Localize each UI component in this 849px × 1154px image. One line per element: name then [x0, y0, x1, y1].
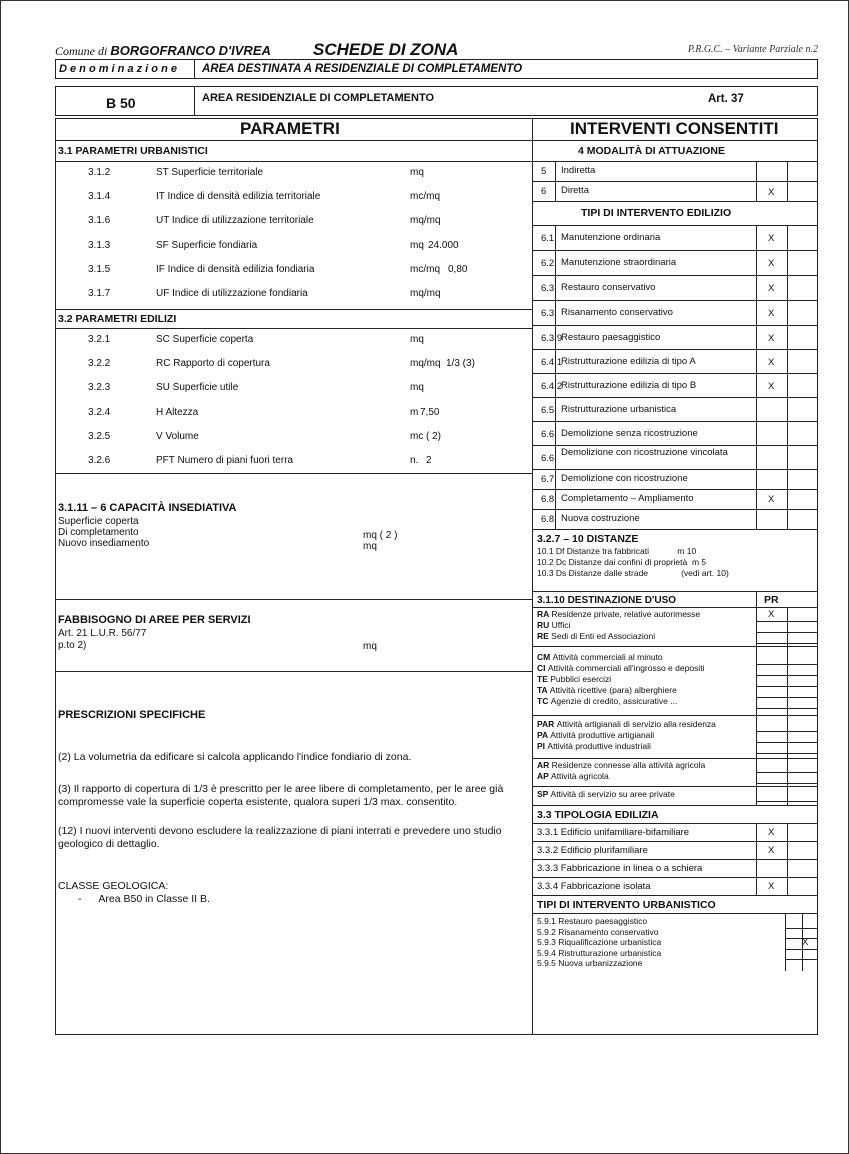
- fab-line: p.to 2): [58, 640, 87, 651]
- param-unit: mc/mq: [410, 263, 440, 275]
- divider: [533, 161, 818, 162]
- divider: [533, 913, 818, 914]
- divider: [533, 823, 818, 824]
- divider: [533, 529, 818, 530]
- divider: [533, 715, 818, 716]
- row-description: Restauro paesaggistico: [561, 332, 661, 343]
- divider: [533, 646, 818, 647]
- divider: [756, 161, 757, 201]
- divider: [55, 599, 533, 600]
- divider: [533, 421, 818, 422]
- divider: [787, 225, 788, 529]
- check-mark: X: [768, 357, 775, 368]
- param-description: UF Indice di utilizzazione fondiaria: [156, 288, 308, 299]
- variant-label: P.R.G.C. – Variante Parziale n.2: [687, 44, 818, 55]
- param-description: SU Superficie utile: [156, 382, 239, 394]
- row-number: 6.7: [541, 474, 555, 485]
- dist-line: 10.1 Df Distanze tra fabbricati m 10: [537, 546, 697, 556]
- uso-pr-label: PR: [764, 594, 779, 606]
- presc-line: compromesse vale la superficie coperta esistente, qualora superi 1/3 max. consentito.: [58, 796, 458, 808]
- check-mark: X: [802, 937, 809, 948]
- param-value: 0,80: [448, 263, 468, 275]
- divider: [802, 913, 803, 971]
- check-mark: X: [768, 187, 775, 198]
- zone-name: AREA RESIDENZIALE DI COMPLETAMENTO: [202, 92, 435, 104]
- row-description: Manutenzione ordinaria: [561, 232, 661, 243]
- row-description: Demolizione con ricostruzione vincolata: [561, 447, 728, 458]
- mod-title: 4 MODALITÀ DI ATTUAZIONE: [578, 145, 725, 157]
- row-description: Risanamento conservativo: [561, 307, 673, 318]
- row-description: Demolizione con ricostruzione: [561, 473, 688, 484]
- check-mark: X: [768, 609, 775, 620]
- param-value: 24.000: [428, 239, 459, 251]
- divider: [55, 309, 533, 310]
- row-description: Diretta: [561, 185, 589, 196]
- check-mark: X: [768, 845, 775, 856]
- param-unit: mq/mq: [410, 288, 441, 299]
- divider: [533, 895, 818, 896]
- fab-title: FABBISOGNO DI AREE PER SERVIZI: [58, 614, 251, 626]
- param-number: 3.1.7: [88, 288, 111, 299]
- edi-title: 3.2 PARAMETRI EDILIZI: [58, 313, 177, 325]
- check-mark: X: [768, 381, 775, 392]
- row-description: Manutenzione straordinaria: [561, 257, 677, 268]
- param-number: 3.1.2: [88, 167, 111, 178]
- divider: [533, 181, 818, 182]
- presc-line: (3) Il rapporto di copertura di 1/3 è prescritto per le aree libere di completamento, per le aree già: [58, 783, 504, 795]
- zone-code: B 50: [106, 95, 136, 111]
- cap-title: 3.1.11 – 6 CAPACITÀ INSEDIATIVA: [58, 502, 237, 514]
- presc-line: (12) I nuovi interventi devono escludere la realizzazione di piani interrati e prevedere uno studio: [58, 825, 502, 837]
- divider: [55, 328, 533, 329]
- param-unit: mq/mq: [410, 215, 441, 227]
- classe-title: CLASSE GEOLOGICA:: [58, 880, 169, 892]
- cap-unit: mq: [363, 541, 377, 552]
- check-mark: X: [768, 308, 775, 319]
- uso-line: RU Uffici: [537, 620, 571, 630]
- urbanistico-line: 5.9.1 Restauro paesaggistico: [537, 916, 648, 926]
- param-number: 3.1.5: [88, 263, 111, 275]
- tipo-title: 3.3 TIPOLOGIA EDILIZIA: [537, 809, 659, 821]
- divider: [787, 607, 788, 805]
- urbanistico-title: TIPI DI INTERVENTO URBANISTICO: [537, 899, 716, 911]
- zone-row: [55, 86, 818, 116]
- row-number: 6.3: [541, 308, 555, 319]
- uso-line: TA Attività ricettive (para) alberghiere: [537, 685, 677, 695]
- divider: [787, 823, 788, 895]
- check-mark: X: [768, 283, 775, 294]
- row-number: 6.3: [541, 283, 555, 294]
- row-description: Indiretta: [561, 165, 596, 176]
- param-description: SF Superficie fondiaria: [156, 239, 258, 251]
- uso-line: PA Attività produttive artigianali: [537, 730, 655, 740]
- param-unit: n.: [410, 455, 419, 466]
- param-unit: m: [410, 406, 419, 418]
- divider: [533, 877, 818, 878]
- divider: [756, 591, 757, 805]
- check-mark: X: [768, 233, 775, 244]
- param-number: 3.2.4: [88, 406, 111, 418]
- tipi-title: TIPI DI INTERVENTO EDILIZIO: [581, 207, 732, 219]
- divider: [533, 445, 818, 446]
- divider: [533, 373, 818, 374]
- fab-line: Art. 21 L.U.R. 56/77: [58, 628, 147, 639]
- divider: [55, 473, 533, 474]
- divider: [533, 349, 818, 350]
- sheet-title: SCHEDE DI ZONA: [313, 40, 459, 59]
- dist-line: 10.3 Ds Distanze dalle strade (vedi art. 10): [537, 568, 729, 578]
- uso-title: 3.1.10 DESTINAZIONE D'USO: [537, 595, 677, 606]
- param-description: IF Indice di densità edilizia fondiaria: [156, 263, 315, 275]
- uso-line: TC Agenzie di credito, assicurative ...: [537, 696, 678, 706]
- divider: [55, 671, 533, 672]
- uso-line: RE Sedi di Enti ed Associazioni: [537, 631, 656, 641]
- divider: [194, 86, 195, 116]
- param-description: UT Indice di utilizzazione territoriale: [156, 215, 314, 227]
- param-value: 7,50: [420, 406, 440, 418]
- param-unit: mq: [410, 334, 424, 345]
- uso-line: AR Residenze connesse alla attività agricola: [537, 760, 706, 770]
- dist-line: 10.2 Dc Distanze dai confini di proprietà m 5: [537, 557, 707, 567]
- param-number: 3.2.6: [88, 455, 111, 466]
- param-value: 2: [426, 455, 432, 466]
- check-mark: X: [768, 258, 775, 269]
- param-value: ( 2): [426, 430, 441, 442]
- zone-article: Art. 37: [708, 93, 744, 105]
- column-divider: [532, 118, 533, 1035]
- divider: [533, 397, 818, 398]
- divider: [756, 225, 757, 529]
- param-unit: mc: [410, 430, 424, 442]
- row-description: Nuova costruzione: [561, 513, 640, 524]
- divider: [555, 161, 556, 201]
- divider: [787, 161, 788, 201]
- sheet-header: [55, 40, 818, 60]
- denominazione-label: D e n o m i n a z i o n e: [59, 63, 177, 75]
- param-number: 3.2.3: [88, 382, 111, 394]
- param-description: H Altezza: [156, 406, 199, 418]
- param-description: RC Rapporto di copertura: [156, 358, 270, 370]
- uso-line: TE Pubblici esercizi: [537, 674, 612, 684]
- row-description: Ristrutturazione edilizia di tipo A: [561, 356, 696, 367]
- divider: [555, 225, 556, 529]
- param-unit: mq: [410, 239, 424, 251]
- classe-item: - Area B50 in Classe II B.: [78, 893, 210, 905]
- fab-unit: mq: [363, 641, 377, 652]
- divider: [533, 841, 818, 842]
- param-unit: mq: [410, 382, 424, 394]
- check-mark: X: [768, 827, 775, 838]
- check-mark: X: [768, 333, 775, 344]
- interventi-heading: INTERVENTI CONSENTITI: [570, 119, 779, 138]
- row-number: 6.4.2: [541, 381, 563, 392]
- param-number: 3.2.5: [88, 430, 111, 442]
- cap-line: Superficie coperta: [58, 516, 139, 527]
- divider: [533, 489, 818, 490]
- row-number: 6.4.1: [541, 357, 563, 368]
- param-number: 3.2.2: [88, 358, 111, 370]
- param-description: ST Superficie territoriale: [156, 167, 264, 178]
- divider: [533, 805, 818, 806]
- tipo-line: 3.3.1 Edificio unifamiliare-bifamiliare: [537, 827, 690, 838]
- tipo-line: 3.3.4 Fabbricazione isolata: [537, 881, 651, 892]
- row-description: Ristrutturazione urbanistica: [561, 404, 677, 415]
- param-unit: mq: [410, 167, 424, 178]
- row-description: Ristrutturazione edilizia di tipo B: [561, 380, 697, 391]
- uso-line: SP Attività di servizio su aree private: [537, 789, 675, 799]
- row-number: 6.1: [541, 233, 555, 244]
- uso-line: PAR Attività artigianali di servizio alla residenza: [537, 719, 716, 729]
- param-description: SC Superficie coperta: [156, 334, 254, 345]
- cap-line: Di completamento: [58, 527, 139, 538]
- dist-title: 3.2.7 – 10 DISTANZE: [537, 533, 639, 545]
- row-number: 6.5: [541, 405, 555, 416]
- urbanistico-line: 5.9.4 Ristrutturazione urbanistica: [537, 947, 662, 958]
- row-number: 6.6: [541, 453, 555, 464]
- divider: [533, 275, 818, 276]
- row-number: 6.8: [541, 494, 555, 505]
- divider: [55, 140, 818, 141]
- divider: [533, 201, 818, 202]
- parametri-heading: PARAMETRI: [240, 119, 340, 138]
- cap-unit: mq ( 2 ): [363, 530, 398, 541]
- urbanistico-line: 5.9.3 Riqualificazione urbanistica: [537, 937, 662, 947]
- divider: [533, 859, 818, 860]
- param-unit: mc/mq: [410, 191, 440, 203]
- divider: [533, 509, 818, 510]
- row-description: Completamento – Ampliamento: [561, 493, 694, 504]
- divider: [533, 786, 818, 787]
- cap-line: Nuovo insediamento: [58, 538, 150, 549]
- uso-line: AP Attività agricola: [537, 771, 609, 781]
- divider: [533, 300, 818, 301]
- param-number: 3.1.3: [88, 239, 111, 251]
- param-unit: mq/mq: [410, 358, 441, 370]
- param-number: 3.1.6: [88, 215, 111, 227]
- row-number: 6.2: [541, 258, 555, 269]
- divider: [55, 161, 533, 162]
- uso-line: RA Residenze private, relative autorimesse: [537, 609, 701, 619]
- uso-line: PI Attività produttive industriali: [537, 741, 651, 751]
- divider: [533, 250, 818, 251]
- uso-line: CM Attività commerciali al minuto: [537, 652, 663, 662]
- divider: [533, 758, 818, 759]
- param-number: 3.1.4: [88, 191, 111, 203]
- row-description: Restauro conservativo: [561, 282, 656, 293]
- divider: [785, 913, 786, 971]
- denominazione-value: AREA DESTINATA A RESIDENZIALE DI COMPLETAMENTO: [202, 63, 523, 75]
- param-description: IT Indice di densità edilizia territoriale: [156, 191, 321, 203]
- row-description: Demolizione senza ricostruzione: [561, 428, 698, 439]
- row-number: 6.8: [541, 514, 555, 525]
- denominazione-row: [55, 59, 818, 79]
- urbanistico-line: 5.9.2 Risanamento conservativo: [537, 926, 659, 937]
- presc-line: geologico di dettaglio.: [58, 838, 160, 850]
- urb-title: 3.1 PARAMETRI URBANISTICI: [58, 145, 208, 157]
- urbanistico-line: 5.9.5 Nuova urbanizzazione: [537, 958, 643, 968]
- row-number: 6: [541, 186, 547, 197]
- divider: [533, 591, 818, 592]
- check-mark: X: [768, 881, 775, 892]
- param-description: PFT Numero di piani fuori terra: [156, 455, 294, 466]
- tipo-line: 3.3.3 Fabbricazione in linea o a schiera: [537, 863, 703, 874]
- row-number: 6.6: [541, 429, 555, 440]
- uso-line: CI Attività commerciali all'ingrosso e depositi: [537, 663, 705, 673]
- presc-line: (2) La volumetria da edificare si calcola applicando l'indice fondiario di zona.: [58, 751, 412, 763]
- divider: [533, 469, 818, 470]
- check-mark: X: [768, 494, 775, 505]
- presc-title: PRESCRIZIONI SPECIFICHE: [58, 709, 206, 721]
- row-number: 5: [541, 166, 547, 177]
- param-description: V Volume: [156, 430, 199, 442]
- param-value: 1/3 (3): [446, 358, 475, 370]
- divider: [533, 607, 818, 608]
- comune-label: Comune di BORGOFRANCO D'IVREA: [55, 43, 271, 58]
- divider: [194, 59, 195, 79]
- divider: [533, 225, 818, 226]
- divider: [756, 823, 757, 895]
- param-number: 3.2.1: [88, 334, 111, 345]
- row-number: 6.3.9: [541, 333, 563, 344]
- divider: [533, 325, 818, 326]
- tipo-line: 3.3.2 Edificio plurifamiliare: [537, 845, 648, 856]
